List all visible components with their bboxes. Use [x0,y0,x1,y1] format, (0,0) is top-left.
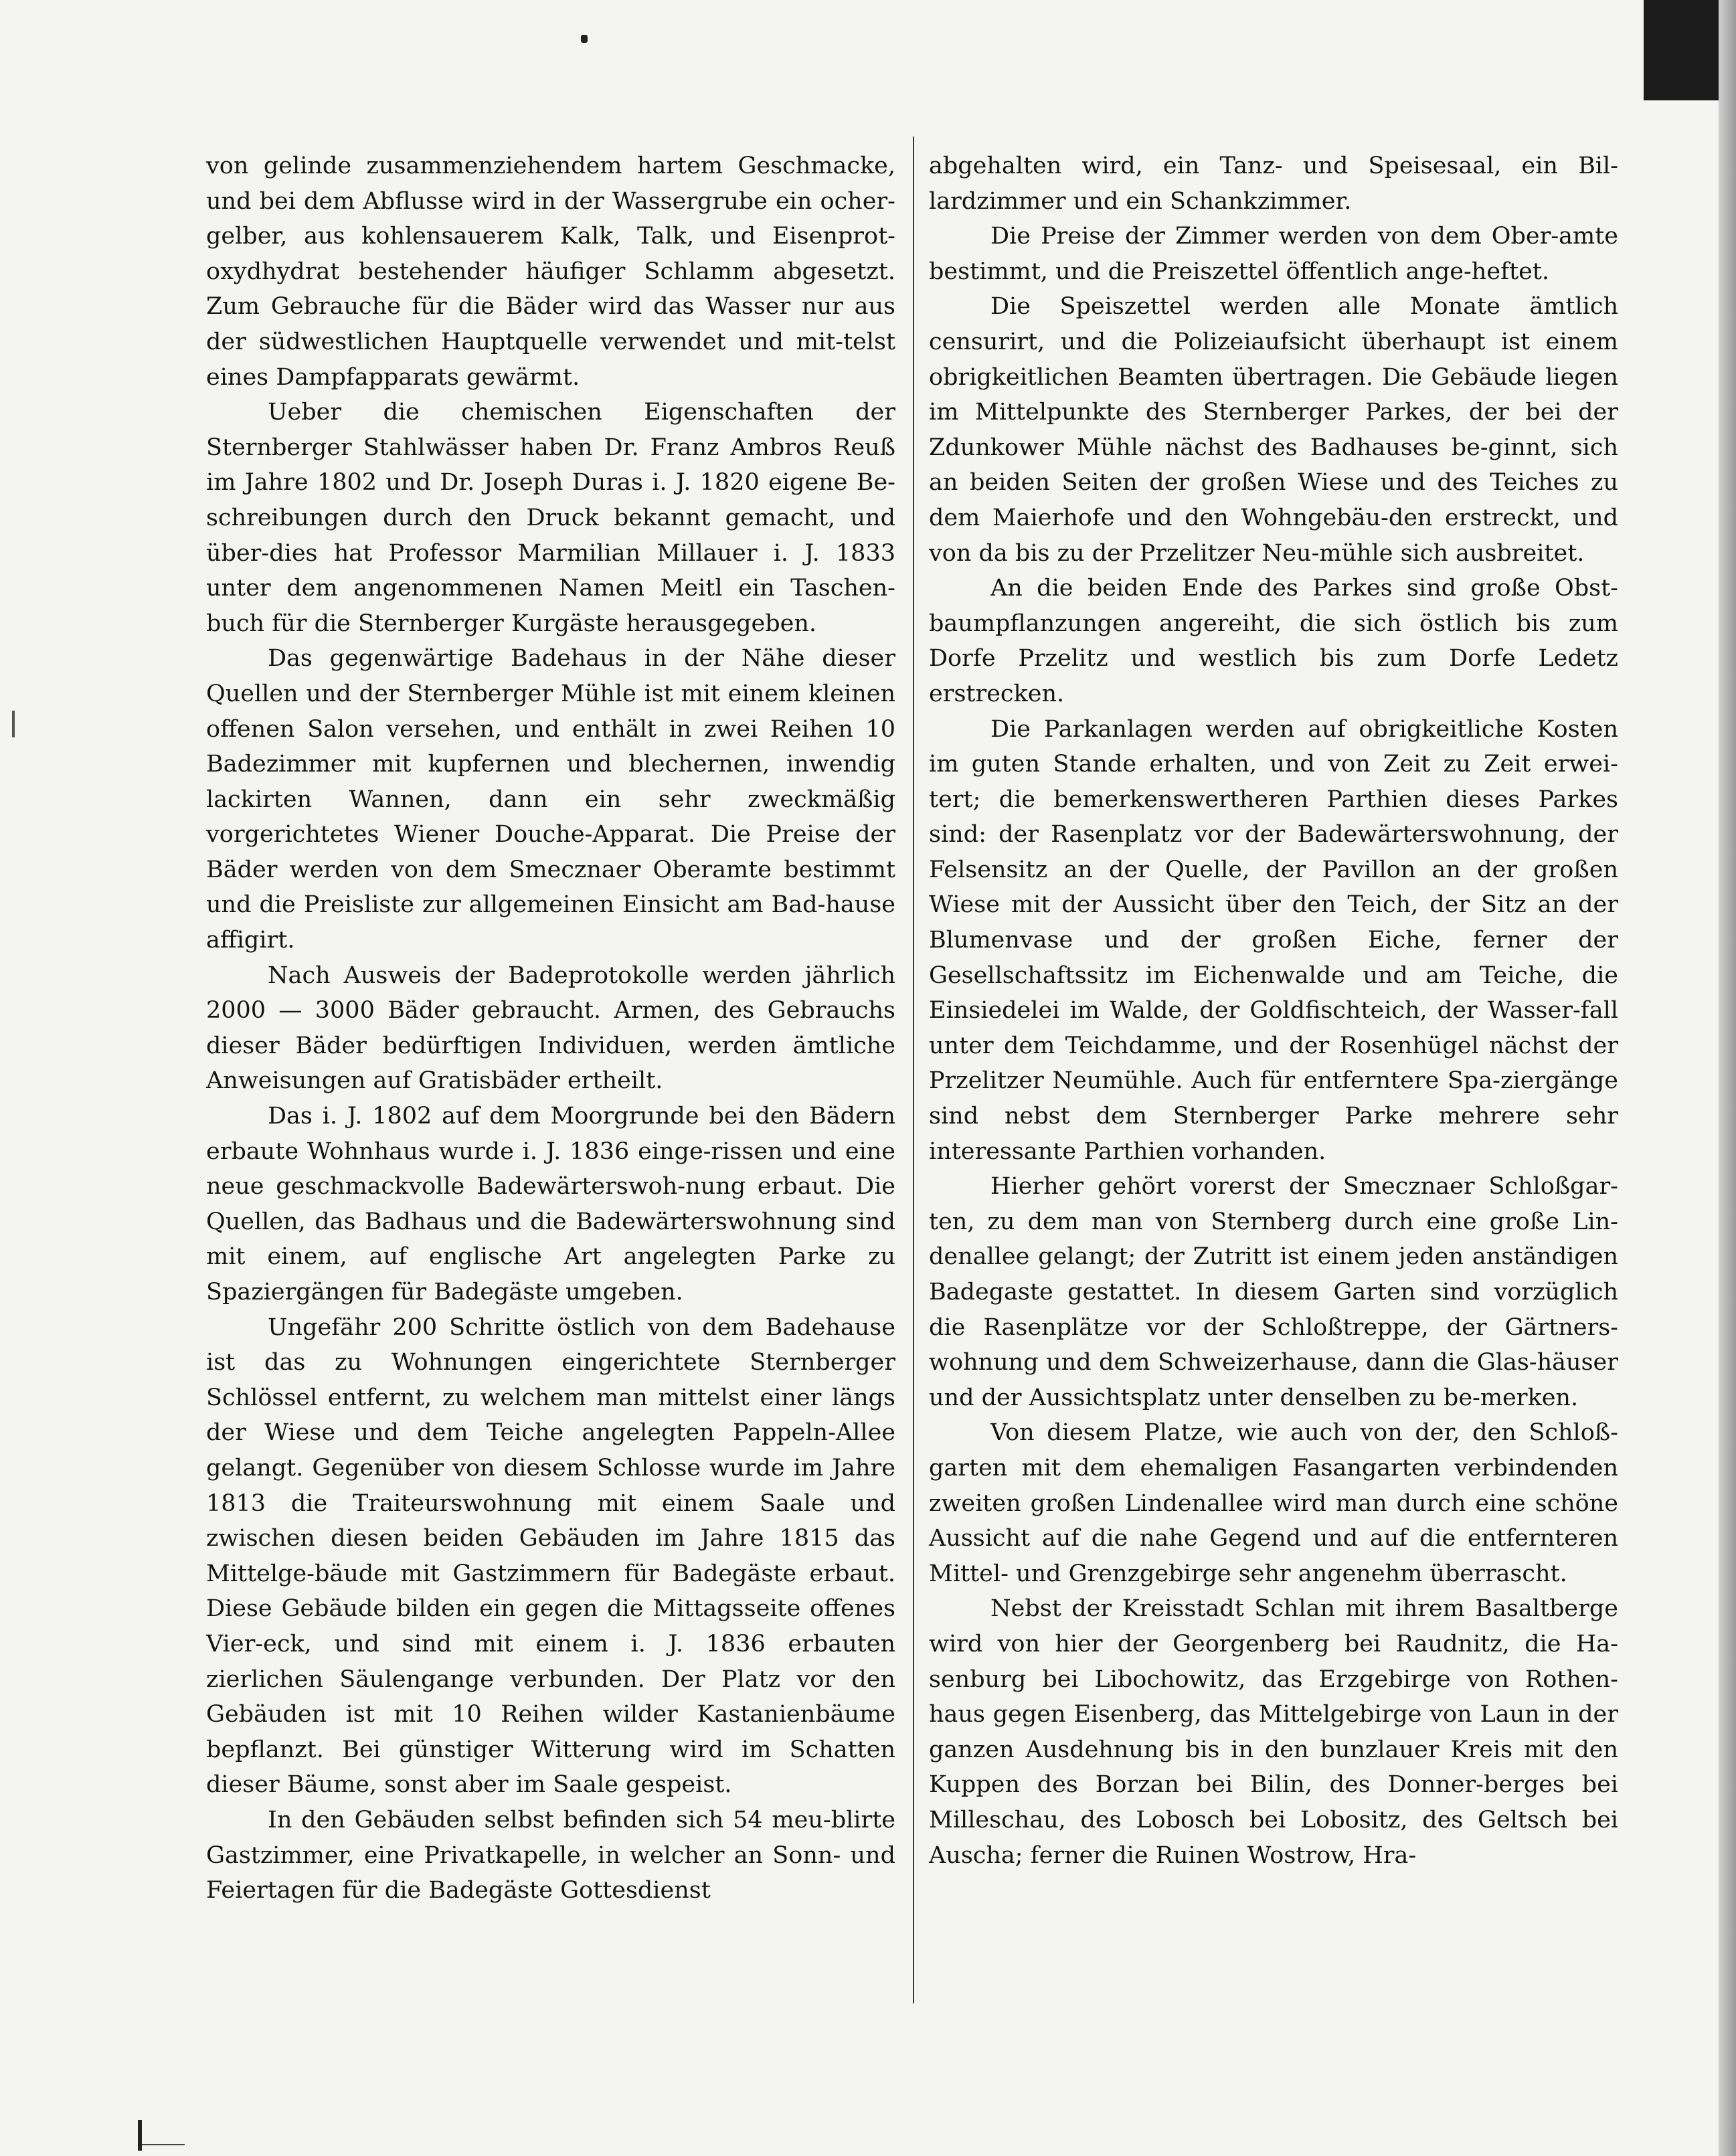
paragraph: Hierher gehört vorerst der Smecznaer Schloßgar-ten, zu dem man von Sternberg durch eine große Lin-denallee gelangt; der Zutritt ist einem jeden anständigen Badegaste gestattet. In diesem Garten sind vorzüglich die Rasenplätze vor der Schloßtreppe, der Gärtners-wohnung und dem Schweizerhause, dann die Glas-häuser und der Aussichtsplatz unter denselben zu be-merken. [929,1173,1618,1411]
page-edge [1719,0,1736,2156]
paragraph: Ungefähr 200 Schritte östlich von dem Badehause ist das zu Wohnungen eingerichtete Sternberger Schlössel entfernt, zu welchem man mittelst einer längs der Wiese und dem Teiche angelegten Pappeln-Allee gelangt. Gegenüber von diesem Schlosse wurde im Jahre 1813 die Traiteurswohnung mit einem Saale und zwischen diesen beiden Gebäuden im Jahre 1815 das Mittelge-bäude mit Gastzimmern für Badegäste erbaut. Diese Gebäude bilden ein gegen die Mittagsseite offenes Vier-eck, und sind mit einem i. J. 1836 erbauten zierlichen Säulengange verbunden. Der Platz vor den Gebäuden ist mit 10 Reihen wilder Kastanienbäume bepflanzt. Bei günstiger Witterung wird im Schatten dieser Bäume, sonst aber im Saale gespeist. [206,1314,895,1799]
right-column [929,149,1618,1873]
bottom-rule [138,2144,185,2145]
ink-spot [581,35,588,43]
left-column [206,149,895,1908]
margin-mark [12,711,15,737]
paragraph: Das gegenwärtige Badehaus in der Nähe dieser Quellen und der Sternberger Mühle ist mit einem kleinen offenen Salon versehen, und enthält in zwei Reihen 10 Badezimmer mit kupfernen und blechernen, inwendig lackirten Wannen, dann ein sehr zweckmäßig vorgerichtetes Wiener Douche-Apparat. Die Preise der Bäder werden von dem Smecznaer Oberamte bestimmt und die Preisliste zur allgemeinen Einsicht am Bad-hause affigirt. [206,645,895,954]
paragraph: Ueber die chemischen Eigenschaften der Sternberger Stahlwässer haben Dr. Franz Ambros Reuß im Jahre 1802 und Dr. Joseph Duras i. J. 1820 eigene Be-schreibungen durch den Druck bekannt gemacht, und über-dies hat Professor Marmilian Millauer i. J. 1833 unter dem angenommenen Namen Meitl ein Taschen-buch für die Sternberger Kurgäste herausgegeben. [206,399,895,637]
paragraph: Nebst der Kreisstadt Schlan mit ihrem Basaltberge wird von hier der Georgenberg bei Raudnitz, die Ha-senburg bei Libochowitz, das Erzgebirge von Rothen-haus gegen Eisenberg, das Mittelgebirge von Laun in der ganzen Ausdehnung bis in den bunzlauer Kreis mit den Kuppen des Borzan bei Bilin, des Donner-berges bei Milleschau, des Lobosch bei Lobositz, des Geltsch bei Auscha; ferner die Ruinen Wostrow, Hra- [929,1595,1618,1869]
paragraph: An die beiden Ende des Parkes sind große Obst-baumpflanzungen angereiht, die sich östlich bis zum Dorfe Przelitz und westlich bis zum Dorfe Ledetz erstrecken. [929,575,1618,707]
paragraph: In den Gebäuden selbst befinden sich 54 meu-blirte Gastzimmer, eine Privatkapelle, in welcher an Sonn- und Feiertagen für die Badegäste Gottesdienst [206,1806,895,1904]
paragraph: Das i. J. 1802 auf dem Moorgrunde bei den Bädern erbaute Wohnhaus wurde i. J. 1836 einge-rissen und eine neue geschmackvolle Badewärterswoh-nung erbaut. Die Quellen, das Badhaus und die Badewärterswohnung sind mit einem, auf englische Art angelegten Parke zu Spaziergängen für Badegäste umgeben. [206,1103,895,1306]
paragraph: Die Parkanlagen werden auf obrigkeitliche Kosten im guten Stande erhalten, und von Zeit zu Zeit erwei-tert; die bemerkenswertheren Parthien dieses Parkes sind: der Rasenplatz vor der Badewärterswohnung, der Felsensitz an der Quelle, der Pavillon an der großen Wiese mit der Aussicht über den Teich, der Sitz an der Blumenvase und der großen Eiche, ferner der Gesellschaftssitz im Eichenwalde und am Teiche, die Einsiedelei im Walde, der Goldfischteich, der Wasser-fall unter dem Teichdamme, und der Rosenhügel nächst der Przelitzer Neumühle. Auch für entferntere Spa-ziergänge sind nebst dem Sternberger Parke mehrere sehr interessante Parthien vorhanden. [929,715,1618,1165]
page-corner-shadow [1644,0,1724,100]
column-divider [913,137,914,2003]
paragraph: Von diesem Platze, wie auch von der, den Schloß-garten mit dem ehemaligen Fasangarten verbindenden zweiten großen Lindenallee wird man durch eine schöne Aussicht auf die nahe Gegend und auf die entfernteren Mittel- und Grenzgebirge sehr angenehm überrascht. [929,1419,1618,1587]
bottom-mark [138,2120,142,2151]
paragraph: Nach Ausweis der Badeprotokolle werden jährlich 2000 — 3000 Bäder gebraucht. Armen, des Gebrauchs dieser Bäder bedürftigen Individuen, werden ämtliche Anweisungen auf Gratisbäder ertheilt. [206,962,895,1095]
paragraph: abgehalten wird, ein Tanz- und Speisesaal, ein Bil-lardzimmer und ein Schankzimmer. [929,153,1618,215]
paragraph: Die Speiszettel werden alle Monate ämtlich censurirt, und die Polizeiaufsicht überhaupt ist einem obrigkeitlichen Beamten übertragen. Die Gebäude liegen im Mittelpunkte des Sternberger Parkes, der bei der Zdunkower Mühle nächst des Badhauses be-ginnt, sich an beiden Seiten der großen Wiese und des Teiches zu dem Maierhofe und den Wohngebäu-den erstreckt, und von da bis zu der Przelitzer Neu-mühle sich ausbreitet. [929,293,1618,567]
paragraph: Die Preise der Zimmer werden von dem Ober-amte bestimmt, und die Preiszettel öffentlich ange-heftet. [929,223,1618,285]
paragraph: von gelinde zusammenziehendem hartem Geschmacke, und bei dem Abflusse wird in der Wassergrube ein ocher-gelber, aus kohlensauerem Kalk, Talk, und Eisenprot-oxydhydrat bestehender häufiger Schlamm abgesetzt. Zum Gebrauche für die Bäder wird das Wasser nur aus der südwestlichen Hauptquelle verwendet und mit-telst eines Dampfapparats gewärmt. [206,153,895,391]
